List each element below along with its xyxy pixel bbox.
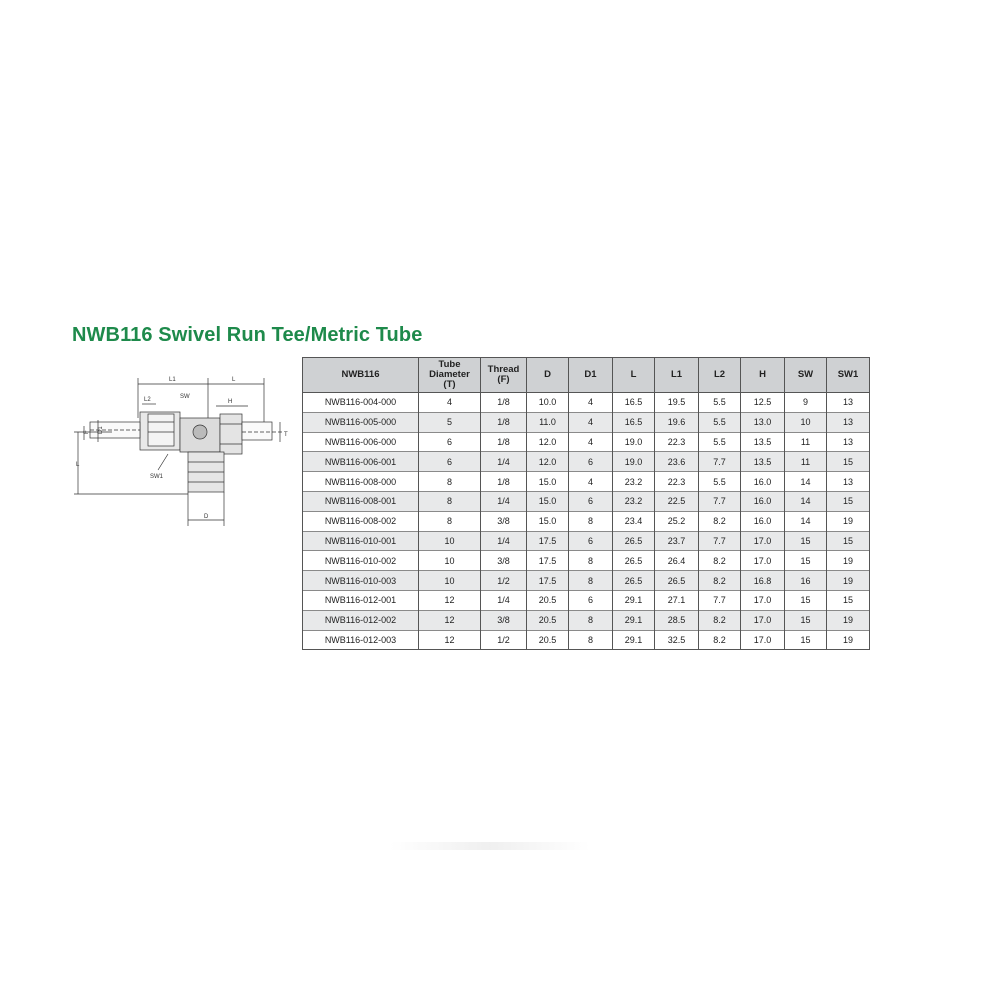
table-cell: 19.0 <box>613 452 655 472</box>
label-l: L <box>232 377 236 383</box>
table-cell: 1/4 <box>481 590 527 610</box>
table-cell: 1/2 <box>481 630 527 650</box>
table-cell: 20.5 <box>527 590 569 610</box>
table-cell: 13 <box>827 412 870 432</box>
label-sw1: SW1 <box>150 474 164 480</box>
part-number-cell: NWB116-008-001 <box>303 491 419 511</box>
table-cell: 16.0 <box>741 491 785 511</box>
table-row <box>303 630 870 650</box>
table-cell: 23.4 <box>613 511 655 531</box>
table-cell: 7.7 <box>699 590 741 610</box>
table-header-row <box>303 358 870 393</box>
table-row <box>303 590 870 610</box>
table-cell: 4 <box>569 472 613 492</box>
table-cell: 17.5 <box>527 571 569 591</box>
table-cell: 16.0 <box>741 511 785 531</box>
table-cell: 1/4 <box>481 491 527 511</box>
table-cell: 6 <box>569 590 613 610</box>
table-row <box>303 531 870 551</box>
table-cell: 29.1 <box>613 630 655 650</box>
table-cell: 11 <box>785 452 827 472</box>
table-cell: 10 <box>419 551 481 571</box>
table-cell: 5 <box>419 412 481 432</box>
table-cell: 4 <box>569 432 613 452</box>
table-cell: 13 <box>827 432 870 452</box>
col-header-l2: L2 <box>699 358 741 393</box>
table-cell: 5.5 <box>699 472 741 492</box>
part-number-cell: NWB116-006-000 <box>303 432 419 452</box>
table-cell: 26.5 <box>613 531 655 551</box>
table-cell: 8.2 <box>699 610 741 630</box>
label-d1: D1 <box>98 426 104 434</box>
table-row <box>303 610 870 630</box>
table-row <box>303 511 870 531</box>
table-cell: 7.7 <box>699 452 741 472</box>
table-cell: 15.0 <box>527 491 569 511</box>
part-number-cell: NWB116-012-003 <box>303 630 419 650</box>
table-cell: 11.0 <box>527 412 569 432</box>
table-cell: 19 <box>827 571 870 591</box>
table-cell: 1/8 <box>481 472 527 492</box>
col-header-sw: SW <box>785 358 827 393</box>
table-cell: 27.1 <box>655 590 699 610</box>
table-cell: 15 <box>785 531 827 551</box>
table-cell: 8 <box>569 551 613 571</box>
table-cell: 14 <box>785 472 827 492</box>
col-header-tube-diameter: Tube Diameter (T) <box>419 358 481 393</box>
faint-watermark <box>390 842 590 850</box>
table-cell: 3/8 <box>481 551 527 571</box>
table-cell: 1/8 <box>481 432 527 452</box>
table-cell: 1/2 <box>481 571 527 591</box>
table-cell: 29.1 <box>613 590 655 610</box>
table-cell: 15 <box>827 531 870 551</box>
table-cell: 3/8 <box>481 610 527 630</box>
col-header-l: L <box>613 358 655 393</box>
table-cell: 22.3 <box>655 472 699 492</box>
col-header-h: H <box>741 358 785 393</box>
table-cell: 17.0 <box>741 590 785 610</box>
table-cell: 3/8 <box>481 511 527 531</box>
table-cell: 6 <box>419 452 481 472</box>
table-cell: 22.5 <box>655 491 699 511</box>
table-cell: 26.4 <box>655 551 699 571</box>
table-cell: 8 <box>419 511 481 531</box>
part-number-cell: NWB116-005-000 <box>303 412 419 432</box>
label-l2: L2 <box>144 397 151 403</box>
table-cell: 4 <box>419 393 481 413</box>
part-number-cell: NWB116-008-000 <box>303 472 419 492</box>
table-cell: 8 <box>569 610 613 630</box>
table-cell: 19.6 <box>655 412 699 432</box>
table-cell: 15 <box>827 590 870 610</box>
table-cell: 26.5 <box>613 551 655 571</box>
table-cell: 15 <box>785 630 827 650</box>
table-cell: 15 <box>827 491 870 511</box>
table-cell: 15.0 <box>527 511 569 531</box>
table-cell: 4 <box>569 412 613 432</box>
table-cell: 6 <box>419 432 481 452</box>
col-header-thread: Thread (F) <box>481 358 527 393</box>
table-cell: 8.2 <box>699 551 741 571</box>
table-cell: 19 <box>827 551 870 571</box>
table-cell: 17.0 <box>741 630 785 650</box>
part-number-cell: NWB116-010-002 <box>303 551 419 571</box>
col-header-sw1: SW1 <box>827 358 870 393</box>
table-cell: 16.0 <box>741 472 785 492</box>
table-cell: 17.5 <box>527 551 569 571</box>
col-header-nwb116: NWB116 <box>303 358 419 393</box>
table-cell: 13.5 <box>741 432 785 452</box>
table-row <box>303 472 870 492</box>
table-cell: 12.5 <box>741 393 785 413</box>
table-cell: 19 <box>827 610 870 630</box>
table-cell: 15.0 <box>527 472 569 492</box>
table-cell: 20.5 <box>527 630 569 650</box>
table-cell: 32.5 <box>655 630 699 650</box>
table-cell: 23.2 <box>613 472 655 492</box>
table-cell: 1/4 <box>481 452 527 472</box>
table-cell: 16.8 <box>741 571 785 591</box>
table-cell: 1/4 <box>481 531 527 551</box>
table-cell: 15 <box>785 610 827 630</box>
part-number-cell: NWB116-010-003 <box>303 571 419 591</box>
table-row <box>303 393 870 413</box>
table-cell: 8 <box>419 472 481 492</box>
table-cell: 15 <box>785 590 827 610</box>
table-cell: 12 <box>419 610 481 630</box>
table-cell: 6 <box>569 452 613 472</box>
table-cell: 17.5 <box>527 531 569 551</box>
table-cell: 8 <box>569 571 613 591</box>
table-cell: 13 <box>827 472 870 492</box>
table-cell: 8 <box>569 630 613 650</box>
table-cell: 12.0 <box>527 452 569 472</box>
table-cell: 1/8 <box>481 412 527 432</box>
table-cell: 5.5 <box>699 432 741 452</box>
table-cell: 13.5 <box>741 452 785 472</box>
table-cell: 11 <box>785 432 827 452</box>
table-cell: 29.1 <box>613 610 655 630</box>
table-cell: 23.7 <box>655 531 699 551</box>
spec-table <box>302 357 870 650</box>
table-cell: 8.2 <box>699 630 741 650</box>
table-cell: 19.0 <box>613 432 655 452</box>
table-cell: 10 <box>419 531 481 551</box>
table-cell: 8 <box>419 491 481 511</box>
col-header-d: D <box>527 358 569 393</box>
part-number-cell: NWB116-004-000 <box>303 393 419 413</box>
part-number-cell: NWB116-006-001 <box>303 452 419 472</box>
table-cell: 19 <box>827 630 870 650</box>
table-cell: 15 <box>785 551 827 571</box>
page-title: NWB116 Swivel Run Tee/Metric Tube <box>72 324 423 346</box>
table-cell: 12 <box>419 630 481 650</box>
table-cell: 15 <box>827 452 870 472</box>
table-cell: 10.0 <box>527 393 569 413</box>
col-header-l1: L1 <box>655 358 699 393</box>
table-cell: 19.5 <box>655 393 699 413</box>
table-cell: 14 <box>785 511 827 531</box>
table-cell: 13.0 <box>741 412 785 432</box>
table-cell: 22.3 <box>655 432 699 452</box>
table-row <box>303 432 870 452</box>
table-cell: 10 <box>785 412 827 432</box>
table-cell: 23.6 <box>655 452 699 472</box>
label-f: F <box>84 430 90 434</box>
table-cell: 8.2 <box>699 511 741 531</box>
table-cell: 10 <box>419 571 481 591</box>
table-row <box>303 412 870 432</box>
table-row <box>303 452 870 472</box>
table-cell: 25.2 <box>655 511 699 531</box>
table-cell: 23.2 <box>613 491 655 511</box>
part-number-cell: NWB116-008-002 <box>303 511 419 531</box>
table-cell: 26.5 <box>613 571 655 591</box>
table-cell: 20.5 <box>527 610 569 630</box>
table-cell: 16.5 <box>613 393 655 413</box>
label-sw: SW <box>180 394 190 400</box>
table-cell: 7.7 <box>699 491 741 511</box>
table-cell: 14 <box>785 491 827 511</box>
table-cell: 17.0 <box>741 551 785 571</box>
table-cell: 26.5 <box>655 571 699 591</box>
table-cell: 5.5 <box>699 393 741 413</box>
table-cell: 4 <box>569 393 613 413</box>
table-cell: 6 <box>569 531 613 551</box>
label-l-side: L <box>76 462 80 468</box>
table-cell: 7.7 <box>699 531 741 551</box>
part-number-cell: NWB116-010-001 <box>303 531 419 551</box>
table-row <box>303 571 870 591</box>
fitting-drawing <box>72 370 294 528</box>
label-h: H <box>228 399 233 405</box>
table-cell: 1/8 <box>481 393 527 413</box>
table-row <box>303 551 870 571</box>
table-cell: 19 <box>827 511 870 531</box>
table-cell: 13 <box>827 393 870 413</box>
table-cell: 16.5 <box>613 412 655 432</box>
table-cell: 16 <box>785 571 827 591</box>
table-cell: 5.5 <box>699 412 741 432</box>
table-cell: 8.2 <box>699 571 741 591</box>
table-cell: 9 <box>785 393 827 413</box>
table-cell: 6 <box>569 491 613 511</box>
table-cell: 12 <box>419 590 481 610</box>
col-header-d1: D1 <box>569 358 613 393</box>
label-l1: L1 <box>169 377 176 383</box>
table-cell: 28.5 <box>655 610 699 630</box>
part-number-cell: NWB116-012-001 <box>303 590 419 610</box>
table-cell: 12.0 <box>527 432 569 452</box>
table-row <box>303 491 870 511</box>
label-d: D <box>204 514 209 520</box>
table-cell: 8 <box>569 511 613 531</box>
table-cell: 17.0 <box>741 531 785 551</box>
part-number-cell: NWB116-012-002 <box>303 610 419 630</box>
label-t: T <box>284 432 288 438</box>
table-cell: 17.0 <box>741 610 785 630</box>
